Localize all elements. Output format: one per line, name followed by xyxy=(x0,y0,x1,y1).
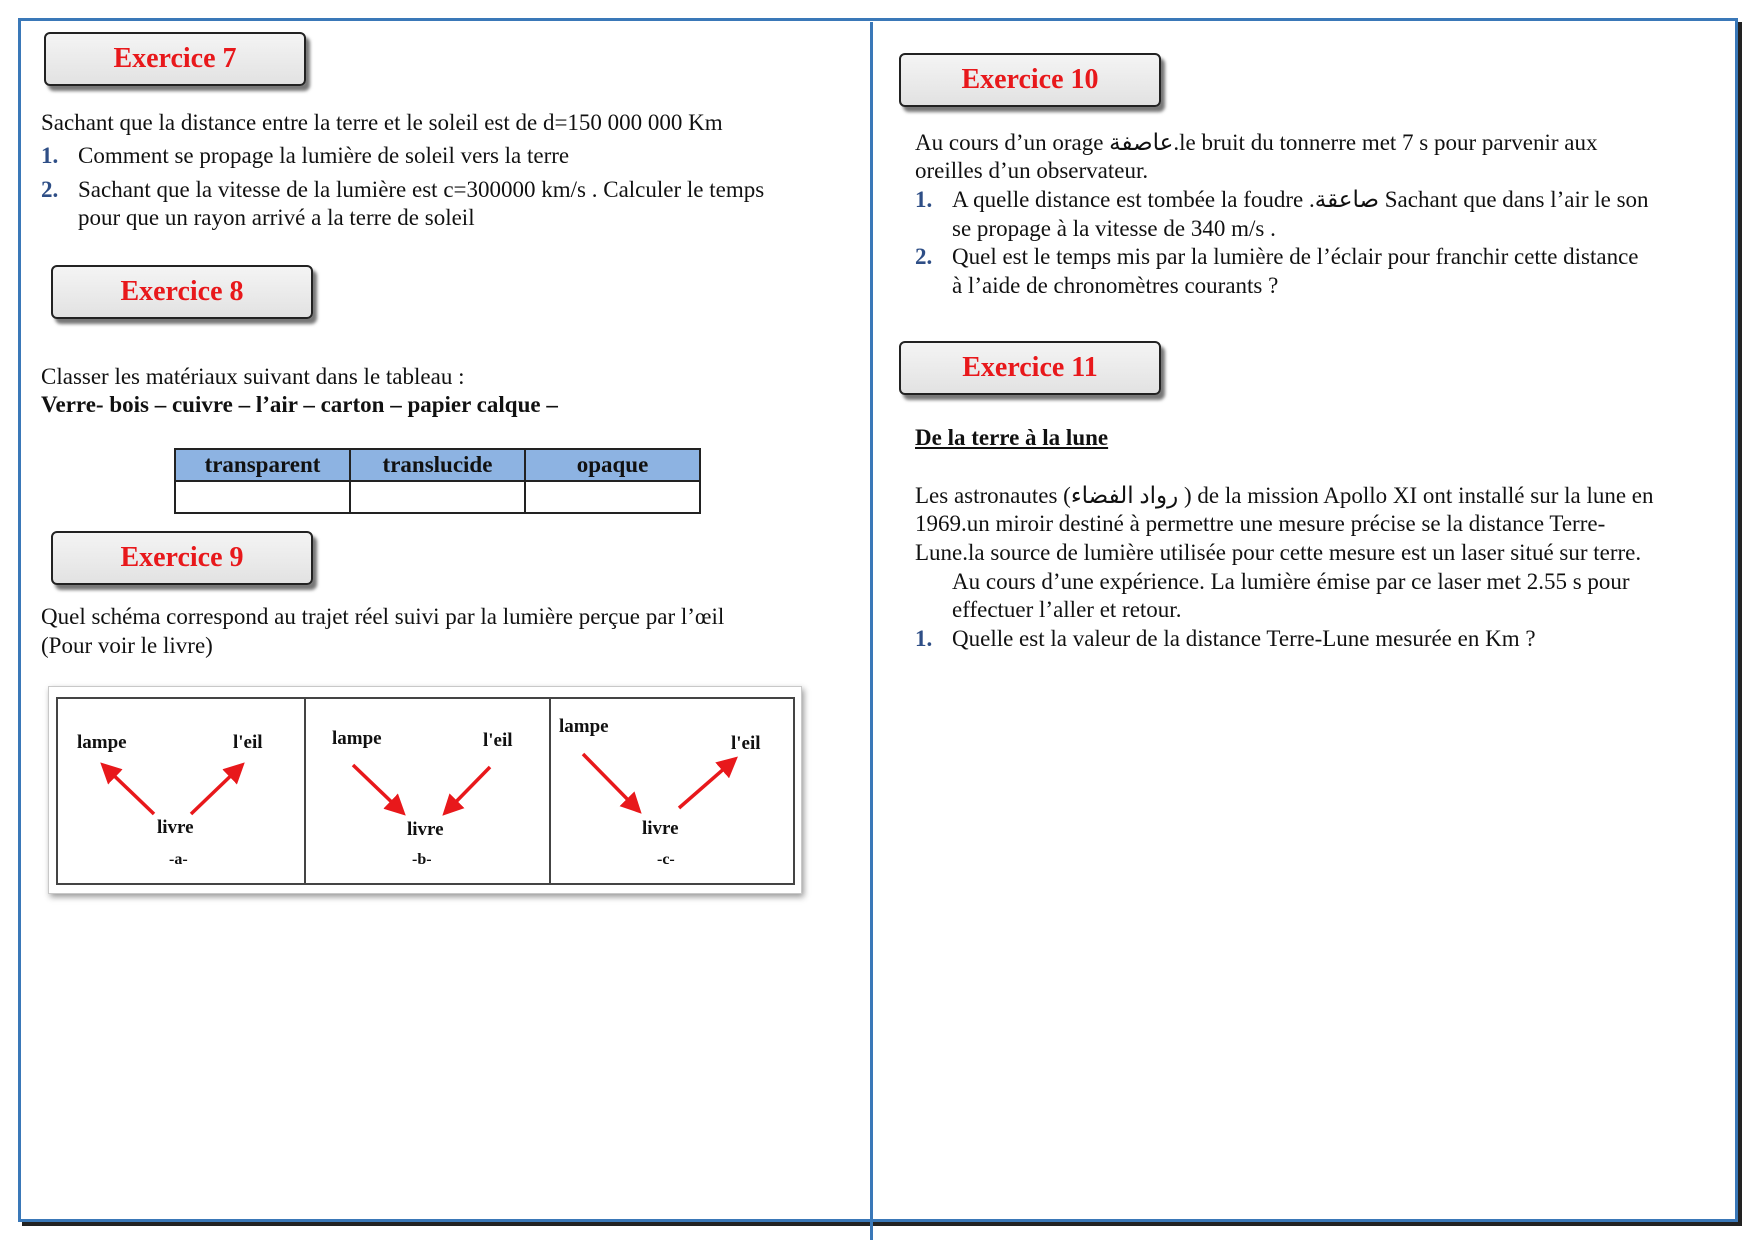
schema-a-book-label: livre xyxy=(157,817,194,838)
cell-translucide[interactable] xyxy=(350,481,525,513)
ex11-q1-number: 1. xyxy=(915,626,933,651)
ex9-line2: (Pour voir le livre) xyxy=(41,633,213,658)
ex7-intro: Sachant que la distance entre la terre et le soleil est de d=150 000 000 Km xyxy=(41,110,723,135)
ex11-line4: Au cours d’une expérience. La lumière émise par ce laser met 2.55 s pour xyxy=(952,569,1630,594)
exercise-8-title: Exercice 8 xyxy=(51,265,313,319)
ex7-q2 xyxy=(41,176,841,233)
ex11-line3: Lune.la source de lumière utilisée pour cette mesure est un laser situé sur terre. xyxy=(915,540,1642,565)
header-translucide: translucide xyxy=(350,449,525,481)
schema-b-tag: -b- xyxy=(412,851,432,868)
materials-table-header-row xyxy=(175,449,700,481)
schema-a-arrow-book-to-lamp xyxy=(104,766,154,814)
schema-c-eye-label: l'eil xyxy=(731,733,761,754)
ex11-questions xyxy=(915,625,1735,654)
ex10-q2-number: 2. xyxy=(915,244,933,269)
ex11-q1 xyxy=(915,625,1735,654)
schema-c-lamp-label: lampe xyxy=(559,716,609,737)
header-opaque: opaque xyxy=(525,449,700,481)
ex10-q2 xyxy=(915,243,1735,300)
ex7-q2-number: 2. xyxy=(41,176,59,202)
ex7-q1-text: Comment se propage la lumière de soleil vers la terre xyxy=(78,143,570,168)
ex11-q1-text: Quelle est la valeur de la distance Terre-Lune mesurée en Km ? xyxy=(952,626,1536,651)
schema-b-lamp-label: lampe xyxy=(332,728,382,749)
ex11-subtitle: De la terre à la lune xyxy=(915,425,1109,450)
schema-b-eye-label: l'eil xyxy=(483,730,513,751)
schema-b-arrow-eye-to-book xyxy=(446,767,490,812)
schemas-svg xyxy=(49,687,803,895)
ex8-intro: Classer les matériaux suivant dans le tableau : xyxy=(41,364,465,389)
ex7-q1 xyxy=(41,142,841,171)
exercise-7-title: Exercice 7 xyxy=(44,32,306,86)
ex10-q2-line1: Quel est le temps mis par la lumière de l’éclair pour franchir cette distance xyxy=(952,244,1639,269)
materials-table-answer-row xyxy=(175,481,700,513)
ex10-q1-line1: A quelle distance est tombée la foudre .صاعقة Sachant que dans l’air le son xyxy=(952,187,1649,212)
exercise-11-title: Exercice 11 xyxy=(899,341,1161,395)
ex9-line1: Quel schéma correspond au trajet réel suivi par la lumière perçue par l’œil xyxy=(41,604,725,629)
ex7-questions xyxy=(41,142,841,233)
cell-opaque[interactable] xyxy=(525,481,700,513)
schema-c-arrow-lamp-to-book xyxy=(583,754,638,810)
exercise-9-title: Exercice 9 xyxy=(51,531,313,585)
ex7-q1-number: 1. xyxy=(41,143,59,168)
schema-c-book-label: livre xyxy=(642,818,679,839)
header-transparent: transparent xyxy=(175,449,350,481)
ex10-questions xyxy=(915,186,1735,300)
schema-a-tag: -a- xyxy=(169,851,188,868)
ex11-line1: Les astronautes (رواد الفضاء ) de la mission Apollo XI ont installé sur la lune en xyxy=(915,483,1654,508)
ex11-line5: effectuer l’aller et retour. xyxy=(952,597,1182,622)
exercise-10-title: Exercice 10 xyxy=(899,53,1161,107)
schema-b-book-label: livre xyxy=(407,819,444,840)
schema-a-eye-label: l'eil xyxy=(233,732,263,753)
ex10-q1 xyxy=(915,186,1735,243)
ex10-q2-line2: à l’aide de chronomètres courants ? xyxy=(952,272,1279,298)
cell-transparent[interactable] xyxy=(175,481,350,513)
ex7-q2-line2: pour que un rayon arrivé a la terre de soleil xyxy=(78,205,475,230)
ex11-line2: 1969.un miroir destiné à permettre une mesure précise se la distance Terre- xyxy=(915,511,1606,536)
schema-b-arrow-lamp-to-book xyxy=(353,765,402,812)
ex10-intro-line1: Au cours d’un orage عاصفة.le bruit du tonnerre met 7 s pour parvenir aux xyxy=(915,130,1598,155)
materials-table xyxy=(174,448,701,514)
schema-c-arrow-book-to-eye xyxy=(679,760,734,808)
ex10-intro-line2: oreilles d’un observateur. xyxy=(915,158,1149,183)
column-divider xyxy=(870,22,873,1240)
ex8-materials: Verre- bois – cuivre – l’air – carton – papier calque – xyxy=(41,392,558,417)
schema-a-lamp-label: lampe xyxy=(77,732,127,753)
ex10-q1-line2: se propage à la vitesse de 340 m/s . xyxy=(952,215,1276,241)
ex7-q2-line1: Sachant que la vitesse de la lumière est c=300000 km/s . Calculer le temps xyxy=(78,176,765,202)
schema-a-arrow-book-to-eye xyxy=(191,766,241,814)
light-path-schemas xyxy=(48,686,802,894)
schema-c-tag: -c- xyxy=(657,851,675,868)
ex10-q1-number: 1. xyxy=(915,187,933,212)
